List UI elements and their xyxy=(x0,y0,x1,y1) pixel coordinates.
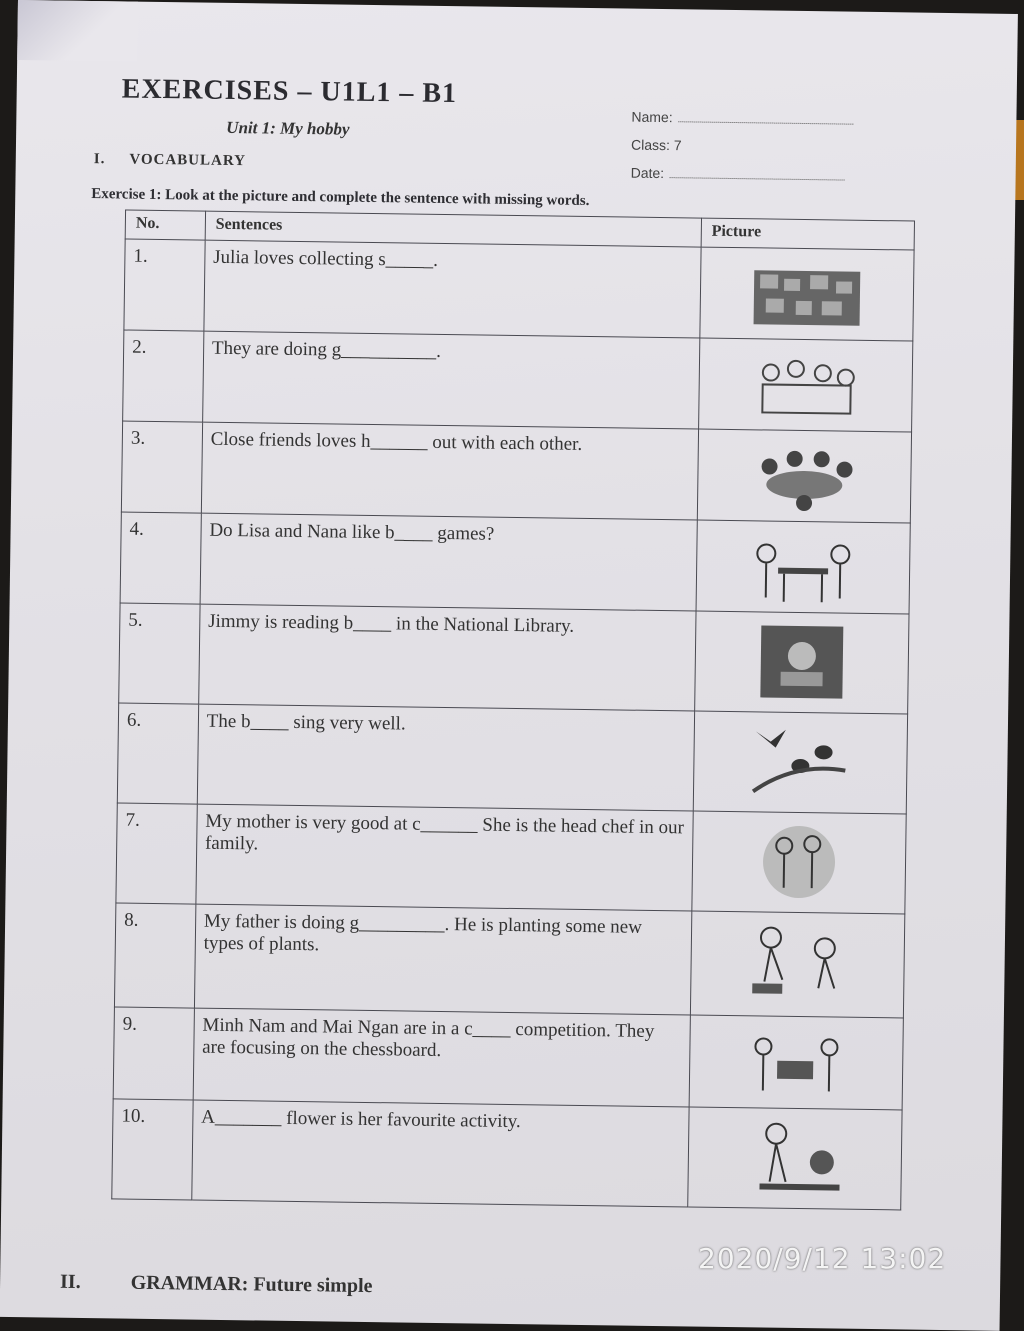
row-sentence: Julia loves collecting s_____. xyxy=(204,240,701,338)
name-line xyxy=(631,109,853,128)
arranging-flowers-picture xyxy=(739,1122,850,1194)
row-sentence: Minh Nam and Mai Ngan are in a c____ competition. They are focusing on the chessboard. xyxy=(193,1008,690,1107)
row-picture-cell xyxy=(700,247,914,341)
friends-hanging-out-picture xyxy=(749,444,860,516)
row-sentence: Jimmy is reading b____ in the National Library. xyxy=(198,604,695,711)
row-sentence: They are doing g__________. xyxy=(202,331,699,429)
table-row xyxy=(120,512,910,614)
table-row xyxy=(119,603,909,714)
row-number: 4. xyxy=(120,512,201,604)
date-blank xyxy=(670,177,845,180)
row-sentence: Close friends loves h______ out with each other. xyxy=(201,422,698,520)
name-label: Name: xyxy=(631,109,672,126)
row-sentence: A_______ flower is her favourite activity. xyxy=(192,1100,689,1207)
row-picture-cell xyxy=(689,1015,903,1110)
class-label: Class: 7 xyxy=(631,137,682,154)
row-number: 2. xyxy=(123,330,204,422)
row-number: 8. xyxy=(114,903,195,1008)
group-activity-picture xyxy=(750,353,861,425)
worksheet-subtitle: Unit 1: My hobby xyxy=(226,118,350,140)
row-number: 1. xyxy=(124,239,205,331)
gardening-picture xyxy=(742,926,853,998)
row-picture-cell xyxy=(690,911,905,1018)
date-label: Date: xyxy=(631,165,665,181)
row-sentence: The b____ sing very well. xyxy=(197,704,694,811)
paper-fold xyxy=(17,0,138,62)
chess-picture xyxy=(741,1030,852,1102)
table-row xyxy=(121,421,911,523)
row-picture-cell xyxy=(698,338,912,432)
worksheet-title: EXERCISES – U1L1 – B1 xyxy=(122,73,458,110)
birds-picture xyxy=(745,726,856,798)
row-picture-cell xyxy=(697,429,911,523)
header-sentences: Sentences xyxy=(205,211,701,247)
stamps-picture xyxy=(751,262,862,334)
header-no: No. xyxy=(125,210,205,240)
row-picture-cell xyxy=(696,520,910,614)
row-sentence: My father is doing g_________. He is planting some new types of plants. xyxy=(194,904,691,1015)
section-number: I. xyxy=(94,151,106,167)
photo-timestamp: 2020/9/12 13:02 xyxy=(698,1242,946,1275)
row-picture-cell xyxy=(693,711,908,814)
table-row xyxy=(124,239,914,341)
row-picture-cell xyxy=(692,811,907,914)
table-row xyxy=(117,703,907,814)
row-number: 5. xyxy=(119,603,200,704)
section-title: VOCABULARY xyxy=(129,152,246,170)
table-row xyxy=(112,1099,902,1210)
row-number: 3. xyxy=(121,421,202,513)
table-row xyxy=(114,903,904,1018)
cooking-picture xyxy=(743,826,854,898)
row-number: 6. xyxy=(117,703,198,804)
name-blank xyxy=(679,121,854,124)
row-picture-cell xyxy=(694,611,909,714)
section2-title: GRAMMAR: Future simple xyxy=(131,1272,373,1297)
date-line xyxy=(631,165,846,184)
table-row xyxy=(123,330,913,432)
row-number: 7. xyxy=(116,803,197,904)
section-vocabulary-heading xyxy=(94,151,247,170)
table-row xyxy=(113,1007,903,1110)
vocabulary-table xyxy=(111,210,915,1211)
row-number: 10. xyxy=(112,1099,193,1200)
header-picture: Picture xyxy=(701,218,915,250)
reading-books-picture xyxy=(746,626,857,698)
row-sentence: Do Lisa and Nana like b____ games? xyxy=(200,513,697,611)
row-picture-cell xyxy=(688,1107,903,1210)
table-row xyxy=(116,803,906,914)
row-number: 9. xyxy=(113,1007,194,1100)
row-sentence: My mother is very good at c______ She is the head chef in our family. xyxy=(196,804,693,911)
section2-number: II. xyxy=(60,1271,81,1293)
exercise-instruction: Exercise 1: Look at the picture and complete the sentence with missing words. xyxy=(91,186,589,210)
section-grammar-heading xyxy=(60,1271,373,1298)
board-games-picture xyxy=(748,535,859,607)
